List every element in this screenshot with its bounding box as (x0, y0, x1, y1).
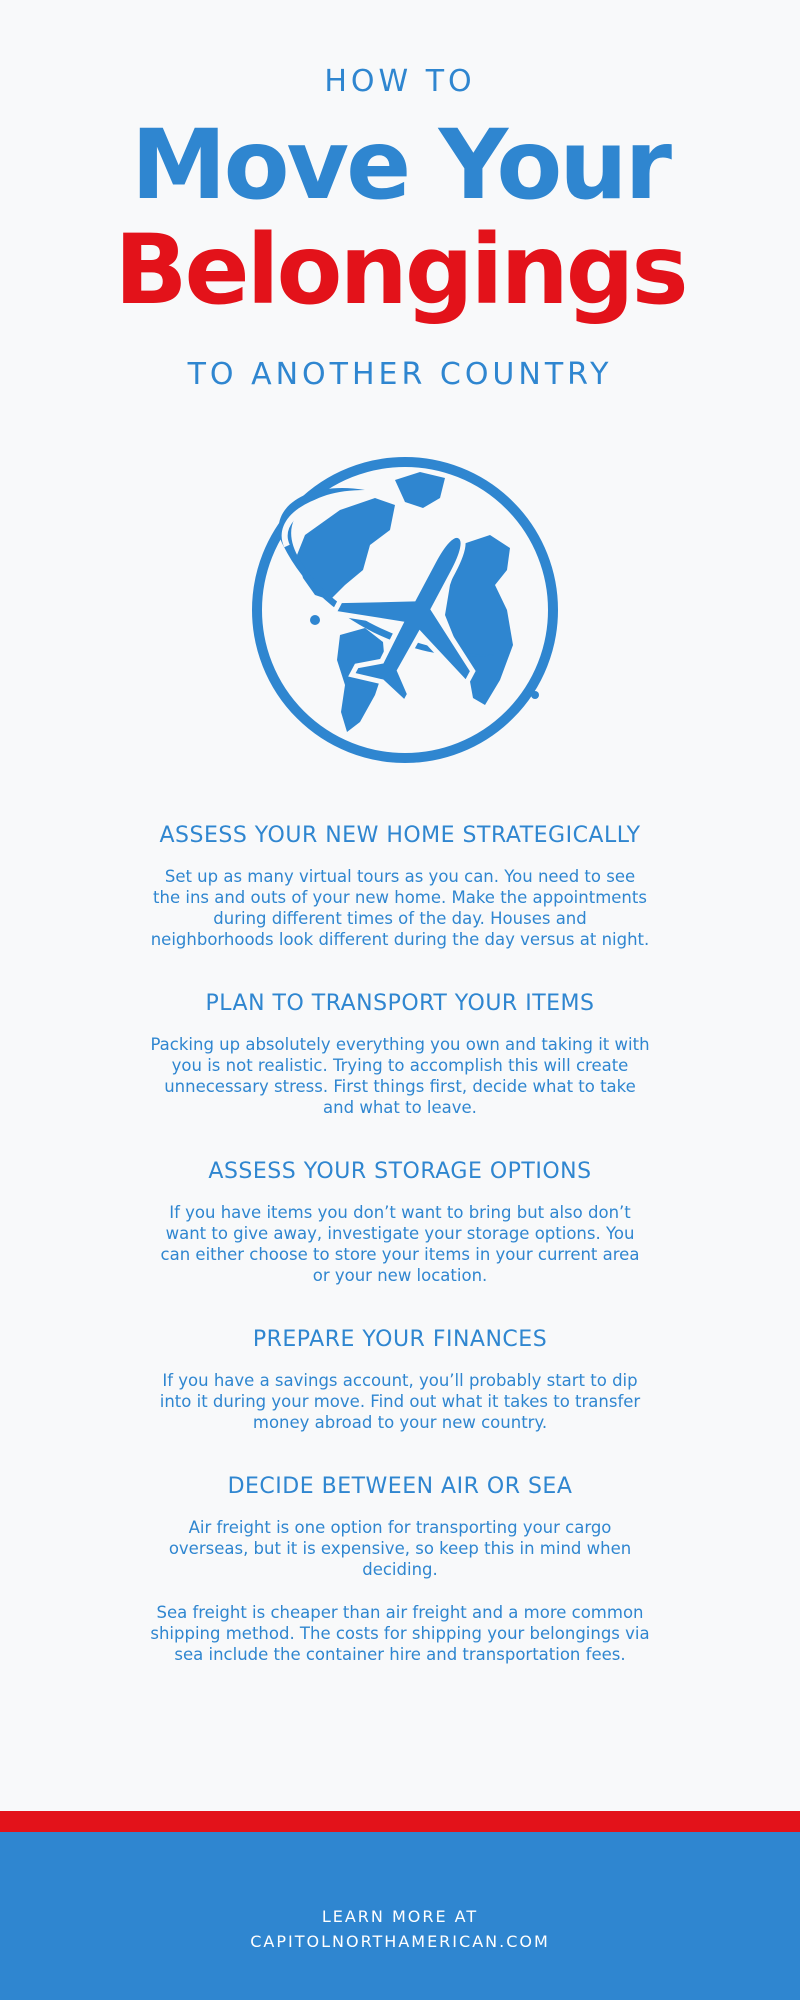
title-line-1: Move Your (131, 109, 669, 221)
section-paragraph: If you have a savings account, you’ll probably start to dip into it during your move. Find out what it takes to transfer money abroad to your new country. (159, 1371, 641, 1432)
section-heading: PLAN TO TRANSPORT YOUR ITEMS (205, 991, 595, 1016)
section-paragraph: Air freight is one option for transporting your cargo overseas, but it is expensive, so keep this in mind when deciding. (168, 1518, 632, 1579)
title-kicker-bottom: TO ANOTHER COUNTRY (187, 357, 613, 392)
title-line-2: Belongings (114, 214, 686, 326)
section-paragraph: Set up as many virtual tours as you can. You need to see the ins and outs of your new home. Make the appointments during different times of the day. Houses and neighborhoods look different during the day versus at night. (150, 867, 650, 949)
section-storage-options (150, 1158, 650, 1286)
content-sections (150, 822, 650, 1705)
footer-learn-more: LEARN MORE AT (321, 1907, 479, 1926)
section-air-or-sea (150, 1473, 650, 1665)
globe-airplane-icon (245, 450, 565, 770)
section-paragraph: If you have items you don’t want to bring but also don’t want to give away, investigate your storage options. You can either choose to store your items in your current area or your new location. (160, 1203, 640, 1285)
section-plan-transport (150, 990, 650, 1118)
section-heading: PREPARE YOUR FINANCES (252, 1327, 548, 1352)
section-paragraph: Packing up absolutely everything you own and taking it with you is not realistic. Trying to accomplish this will create unnecessary stress. First things first, decide what to take and what to leave. (150, 1035, 650, 1117)
section-heading: DECIDE BETWEEN AIR OR SEA (227, 1474, 573, 1499)
title-kicker-top: HOW TO (324, 64, 476, 99)
section-heading: ASSESS YOUR NEW HOME STRATEGICALLY (159, 823, 641, 848)
section-assess-home (150, 822, 650, 950)
footer-website-link[interactable]: CAPITOLNORTHAMERICAN.COM (250, 1932, 550, 1951)
section-heading: ASSESS YOUR STORAGE OPTIONS (208, 1159, 592, 1184)
section-prepare-finances (150, 1326, 650, 1433)
footer-red-stripe (0, 1811, 800, 1832)
section-paragraph: Sea freight is cheaper than air freight and a more common shipping method. The costs for shipping your belongings via sea include the container hire and transportation fees. (150, 1603, 650, 1664)
